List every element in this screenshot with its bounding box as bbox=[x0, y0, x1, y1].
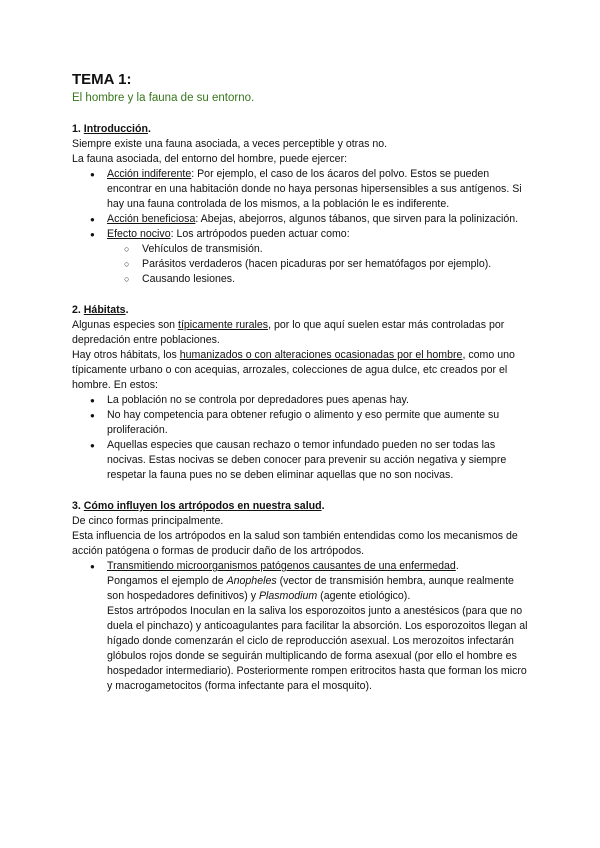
text-run: Pongamos el ejemplo de bbox=[107, 575, 227, 587]
list-item bbox=[107, 227, 532, 287]
section-heading-text: Introducción bbox=[83, 123, 148, 135]
section-heading-text: Hábitats bbox=[83, 304, 126, 316]
paragraph: La fauna asociada, del entorno del hombre, puede ejercer: bbox=[72, 153, 348, 165]
section-number: 3. bbox=[72, 500, 84, 512]
list-item bbox=[107, 167, 532, 212]
list-item-text: : Los artrópodos pueden actuar como: bbox=[170, 228, 350, 240]
text-run: , por lo que aquí suelen estar más controladas por depredación entre poblaciones. bbox=[72, 319, 505, 346]
bullet-list bbox=[72, 167, 532, 287]
doc-title: TEMA 1: bbox=[72, 71, 132, 88]
paragraph: De cinco formas principalmente. bbox=[72, 515, 224, 527]
bullet-list bbox=[72, 393, 532, 483]
species-name: Plasmodium bbox=[258, 590, 318, 602]
text-run: , como uno típicamente urbano o con acequias, arrozales, colecciones de agua dulce, etc creados por el hombre. En estos: bbox=[72, 349, 515, 391]
paragraph bbox=[72, 348, 532, 393]
list-item-text: : Abejas, abejorros, algunos tábanos, que sirven para la polinización. bbox=[195, 213, 519, 225]
text-run: (vector de transmisión hembra, aunque realmente son hospedadores definitivos) y bbox=[107, 575, 514, 602]
section-heading bbox=[72, 499, 532, 514]
heading-period: . bbox=[125, 304, 129, 316]
text-run: Hay otros hábitats, los bbox=[72, 349, 180, 361]
list-item: ● Aquellas especies que causan rechazo o temor infundado pueden no ser todas las nocivas. Estas nocivas se deben conocer para prevenir su acción negativa y siempre respetar la fauna pues no se deben eliminar aquellas que no son nocivas. bbox=[107, 438, 532, 483]
sub-list-item: ○ Vehículos de transmisión. bbox=[142, 242, 532, 257]
heading-period: . bbox=[321, 500, 325, 512]
underlined-term: humanizados o con alteraciones ocasionadas por el hombre bbox=[179, 349, 463, 361]
text-run: Estos artrópodos Inoculan en la saliva los esporozoitos junto a anestésicos (para que no duela el pinchazo) y anticoagulantes para facilitar la absorción. Los esporozoitos llegan al hígado donde comenzarán el ciclo de reproducción asexual. Los merozoitos infectarán glóbulos rojos donde se seguirán multiplicando de forma asexual (por ello el hombre es hospedador intermediario). Posteriormente rompen eritrocitos hasta que forman los micro y macrogametocitos (forma infectante para el mosquito). bbox=[107, 605, 528, 692]
section-heading-text: Cómo influyen los artrópodos en nuestra salud bbox=[83, 500, 322, 512]
paragraph: Siempre existe una fauna asociada, a veces perceptible y otras no. bbox=[72, 138, 388, 150]
section-number: 2. bbox=[72, 304, 84, 316]
list-item bbox=[107, 559, 532, 694]
list-item: ● No hay competencia para obtener refugio o alimento y eso permite que aumente su proliferación. bbox=[107, 408, 532, 438]
paragraph: Esta influencia de los artrópodos en la salud son también entendidas como los mecanismos de acción patógena o formas de producir daño de los artrópodos. bbox=[72, 530, 518, 557]
list-item-term: Acción beneficiosa bbox=[107, 213, 196, 225]
bullet-list bbox=[72, 559, 532, 694]
list-item-term: Acción indiferente bbox=[107, 168, 192, 180]
list-item bbox=[107, 212, 532, 227]
section-introduccion bbox=[72, 122, 532, 287]
section-artropodos-salud bbox=[72, 499, 532, 694]
sub-bullet-list bbox=[107, 242, 532, 287]
heading-period: . bbox=[147, 123, 151, 135]
section-heading bbox=[72, 303, 532, 318]
text-run: (agente etiológico). bbox=[317, 590, 411, 602]
list-item-term: Efecto nocivo bbox=[107, 228, 171, 240]
list-item-text: : Por ejemplo, el caso de los ácaros del polvo. Estos se pueden encontrar en una habitación donde no haya personas hipersensibles a sus antígenos. Si hay una fauna controlada de los mismos, a la población le es indiferente. bbox=[107, 168, 522, 210]
heading-period: . bbox=[455, 560, 459, 572]
sub-list-item: ○ Parásitos verdaderos (hacen picaduras por ser hematófagos por ejemplo). bbox=[142, 257, 532, 272]
list-item-term: Transmitiendo microorganismos patógenos causantes de una enfermedad bbox=[107, 560, 456, 572]
list-item: ● La población no se controla por depredadores pues apenas hay. bbox=[107, 393, 532, 408]
sub-list-item: ○ Causando lesiones. bbox=[142, 272, 532, 287]
species-name: Anopheles bbox=[226, 575, 277, 587]
paragraph bbox=[72, 318, 532, 348]
doc-subtitle: El hombre y la fauna de su entorno. bbox=[72, 92, 255, 104]
section-heading bbox=[72, 122, 532, 137]
section-number: 1. bbox=[72, 123, 84, 135]
text-run: Algunas especies son bbox=[72, 319, 179, 331]
underlined-term: típicamente rurales bbox=[178, 319, 269, 331]
section-habitats bbox=[72, 303, 532, 483]
